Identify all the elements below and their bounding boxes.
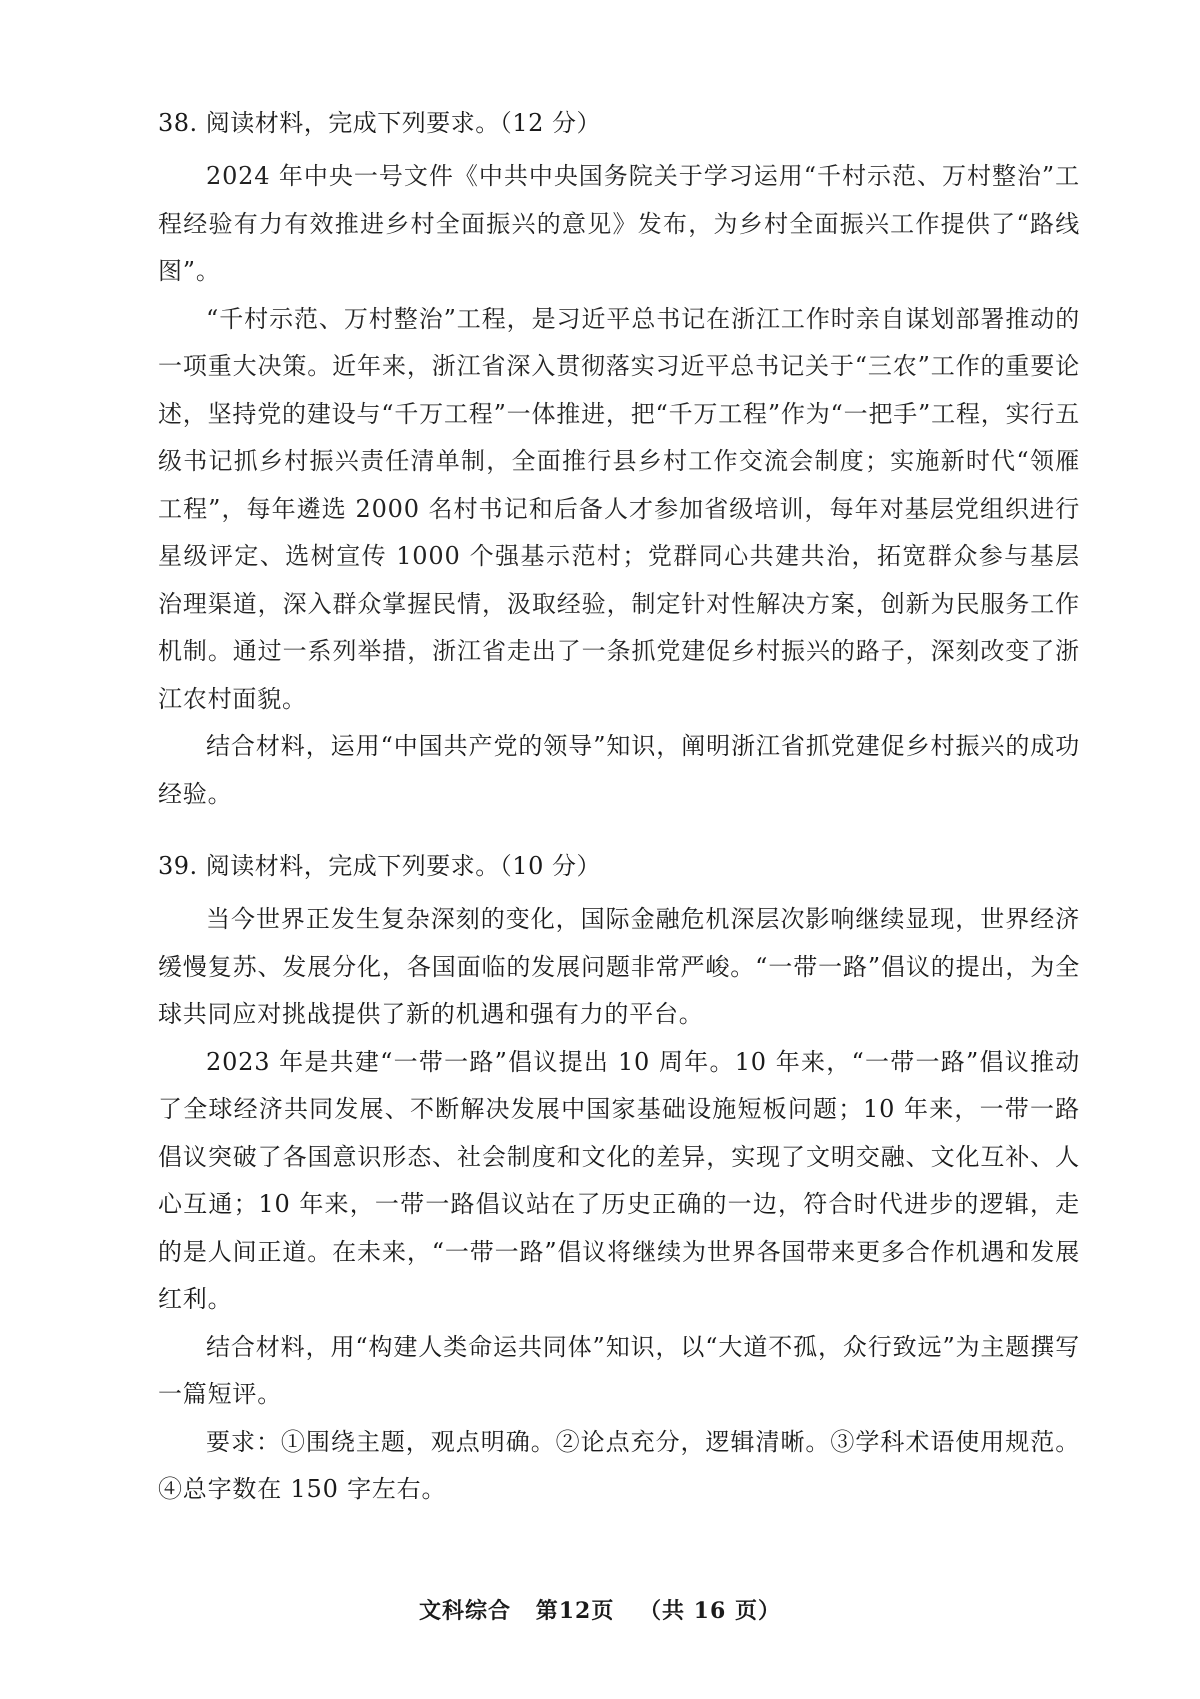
footer-total-pages: （共 16 页） bbox=[639, 1598, 781, 1624]
question-38-material-paragraph: 2024 年中央一号文件《中共中央国务院关于学习运用“千村示范、万村整治”工程经验有力有效推进乡村全面振兴的意见》发布，为乡村全面振兴工作提供了“路线图”。 bbox=[158, 162, 1080, 285]
question-38-material-paragraph: “千村示范、万村整治”工程，是习近平总书记在浙江工作时亲自谋划部署推动的一项重大决策。近年来，浙江省深入贯彻落实习近平总书记关于“三农”工作的重要论述，坚持党的建设与“千万工程”一体推进，把“千万工程”作为“一把手”工程，实行五级书记抓乡村振兴责任清单制，全面推行县乡村工作交流会制度；实施新时代“领雁工程”，每年遴选 2000 名村书记和后备人才参加省级培训，每年对基层党组织进行星级评定、选树宣传 1000 个强基示范村；党群同心共建共治，拓宽群众参与基层治理渠道，深入群众掌握民情，汲取经验，制定针对性解决方案，创新为民服务工作机制。通过一系列举措，浙江省走出了一条抓党建促乡村振兴的路子，深刻改变了浙江农村面貌。 bbox=[158, 304, 1080, 713]
question-39-heading: 39. 阅读材料，完成下列要求。（10 分） bbox=[158, 852, 601, 880]
question-39-material-paragraph: 当今世界正发生复杂深刻的变化，国际金融危机深层次影响继续显现，世界经济缓慢复苏、发展分化，各国面临的发展问题非常严峻。“一带一路”倡议的提出，为全球共同应对挑战提供了新的机遇和强有力的平台。 bbox=[158, 905, 1080, 1028]
question-39 bbox=[158, 846, 1080, 1514]
page-footer bbox=[0, 1594, 1200, 1625]
footer-subject: 文科综合 bbox=[419, 1598, 512, 1624]
question-39-task: 结合材料，用“构建人类命运共同体”知识，以“大道不孤，众行致远”为主题撰写一篇短评。 bbox=[158, 1332, 1080, 1408]
footer-page-number: 第12页 bbox=[535, 1598, 615, 1624]
question-39-material-paragraph: 2023 年是共建“一带一路”倡议提出 10 周年。10 年来，“一带一路”倡议推动了全球经济共同发展、不断解决发展中国家基础设施短板问题；10 年来，一带一路倡议突破了各国意识形态、社会制度和文化的差异，实现了文明交融、文化互补、人心互通；10 年来，一带一路倡议站在了历史正确的一边，符合时代进步的逻辑，走的是人间正道。在未来，“一带一路”倡议将继续为世界各国带来更多合作机遇和发展红利。 bbox=[158, 1047, 1080, 1313]
question-38-heading: 38. 阅读材料，完成下列要求。（12 分） bbox=[158, 109, 601, 137]
question-38 bbox=[158, 103, 1080, 818]
question-38-task: 结合材料，运用“中国共产党的领导”知识，阐明浙江省抓党建促乡村振兴的成功经验。 bbox=[158, 732, 1080, 808]
question-39-requirements: 要求：①围绕主题，观点明确。②论点充分，逻辑清晰。③学科术语使用规范。④总字数在 150 字左右。 bbox=[158, 1427, 1080, 1503]
